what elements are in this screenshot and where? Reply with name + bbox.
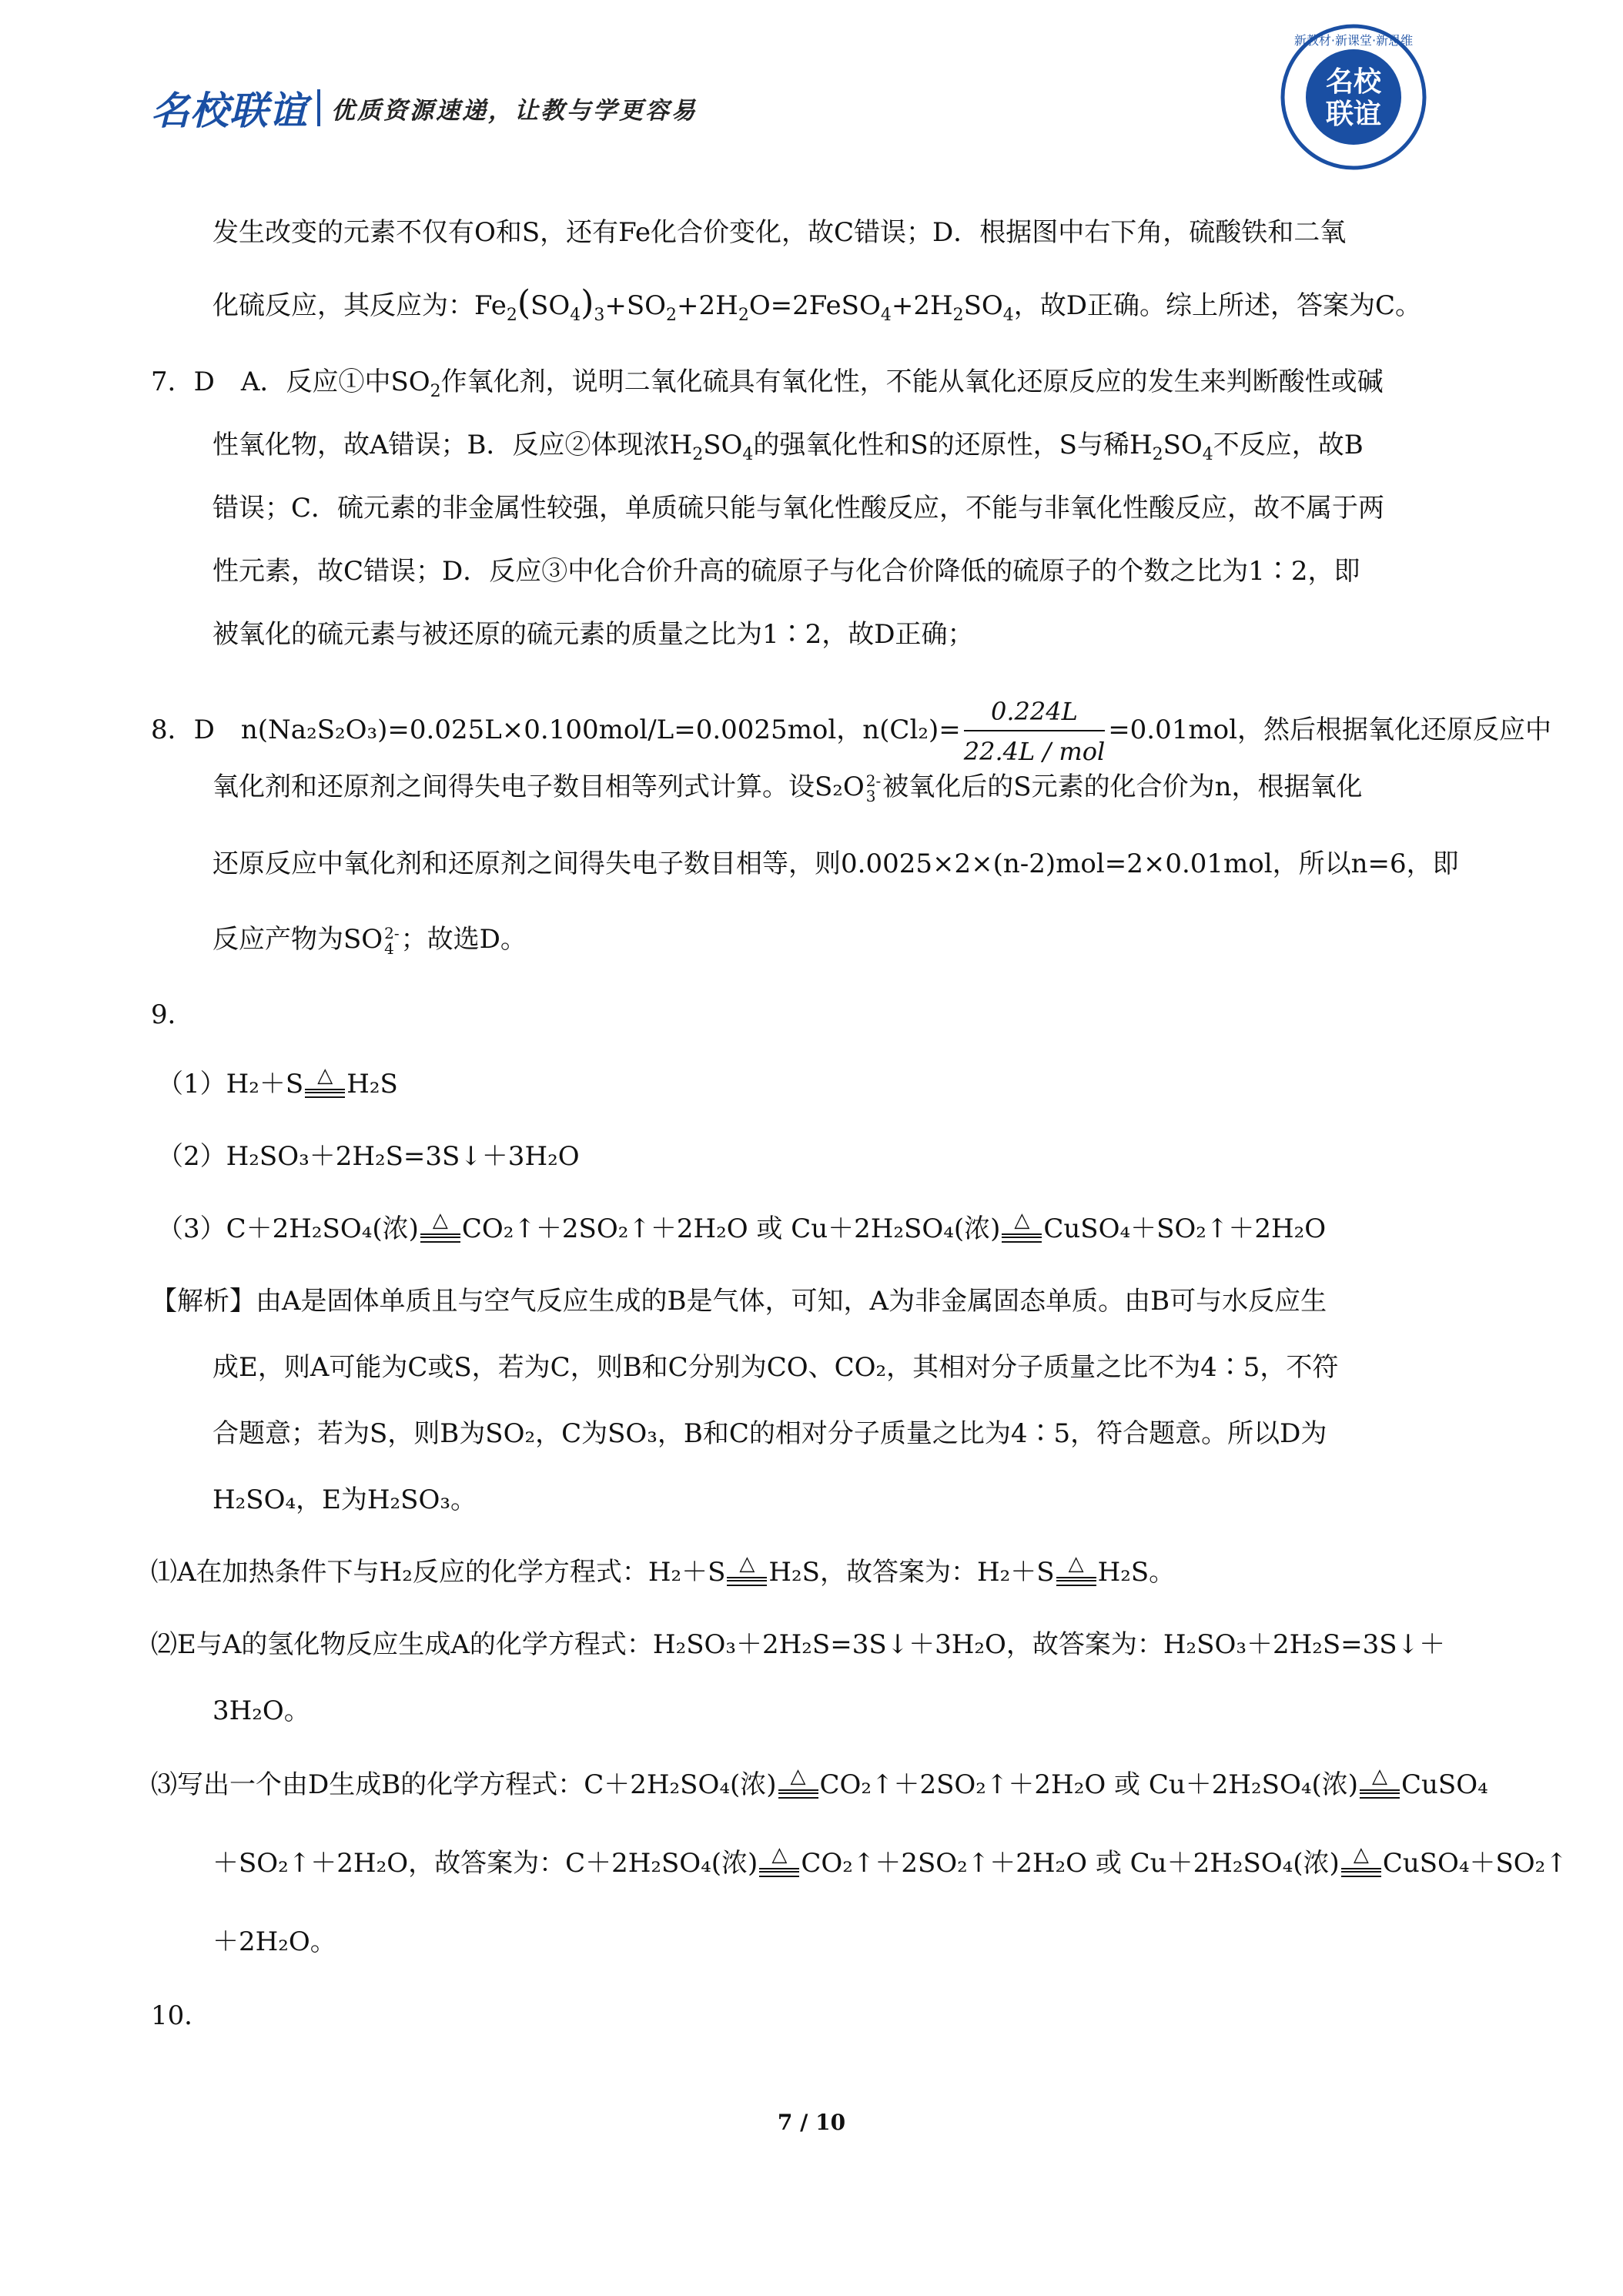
heating-condition-icon (1000, 1209, 1043, 1246)
superscript: 2- (865, 771, 882, 790)
text-span: （1）H₂＋S (157, 1069, 304, 1099)
text-span: CO₂↑＋2SO₂↑＋2H₂O 或 Cu＋2H₂SO₄(浓) (819, 1769, 1358, 1800)
subscript: 4 (384, 939, 394, 958)
triangle-glyph: △ (739, 1552, 755, 1575)
equation-fe2so43: $Fe_2(SO_4)_3+SO_2+2H_2O=2FeSO_4+2H_2SO_4$ (474, 283, 1014, 325)
question-8 (151, 694, 1551, 768)
text-line (212, 428, 1364, 462)
text-span: 7．D A．反应①中 (151, 366, 391, 397)
triangle-glyph: △ (1353, 1843, 1369, 1866)
triangle-glyph: △ (1068, 1552, 1084, 1575)
text-line (212, 283, 1422, 325)
equals-bar (1341, 1868, 1381, 1877)
text-span: ，故D正确。综上所述，答案为C。 (1013, 290, 1422, 321)
text-span: ⑶写出一个由D生成B的化学方程式：C＋2H₂SO₄(浓) (151, 1769, 777, 1800)
triangle-glyph: △ (1014, 1209, 1030, 1232)
heating-condition-icon (1055, 1552, 1098, 1589)
text-span: 氧化剂和还原剂之间得失电子数目相等列式计算。设 (212, 771, 815, 802)
triangle-glyph: △ (432, 1209, 448, 1232)
text-line (212, 770, 1362, 804)
text-span: 化硫反应，其反应为： (212, 290, 474, 321)
ion-formula: S₂O (815, 771, 865, 802)
text-span: （3）C＋2H₂SO₄(浓) (157, 1213, 419, 1244)
school-seal-icon (1278, 22, 1429, 172)
analysis-part-1 (151, 1552, 1176, 1589)
formula-so2: $SO_2$ (390, 366, 441, 401)
text-span: 性氧化物，故A错误；B．反应②体现浓 (212, 430, 670, 460)
text-line: 3H₂O。 (212, 1695, 310, 1726)
equals-bar (305, 1089, 345, 1098)
text-span: 被氧化后的S元素的化合价为n，根据氧化 (882, 771, 1363, 802)
svg-text:联谊: 联谊 (1325, 99, 1382, 130)
heating-condition-icon (777, 1765, 820, 1802)
fraction-denominator: 22.4L / mol (963, 737, 1106, 766)
heating-condition-icon (419, 1209, 462, 1246)
answer-9-1 (157, 1064, 398, 1101)
fraction-numerator: 0.224L (964, 694, 1105, 731)
page-header (151, 83, 698, 132)
page-number: 7 / 10 (777, 2110, 846, 2135)
formula-h2so4: $H_2SO_4$ (1129, 430, 1213, 464)
answer-9-3 (157, 1209, 1327, 1246)
superscript: 2- (384, 924, 400, 942)
heating-condition-icon (1358, 1765, 1401, 1802)
header-divider (317, 89, 320, 126)
text-line: 被氧化的硫元素与被还原的硫元素的质量之比为1∶2，故D正确； (212, 619, 974, 650)
text-span: ⑴A在加热条件下与H₂反应的化学方程式：H₂＋S (151, 1557, 726, 1588)
text-line (212, 1843, 1568, 1880)
triangle-glyph: △ (771, 1843, 788, 1866)
answer-9-2: （2）H₂SO₃＋2H₂S=3S↓＋3H₂O (157, 1141, 580, 1172)
triangle-glyph: △ (317, 1064, 333, 1087)
subscript: 3 (865, 787, 876, 805)
ion-charge (384, 925, 399, 956)
fraction (964, 694, 1105, 768)
text-line: 性元素，故C错误；D．反应③中化合价升高的硫原子与化合价降低的硫原子的个数之比为1∶2，即 (212, 556, 1360, 587)
text-span: 反应产物为SO (212, 924, 383, 955)
text-span: ；故选D。 (400, 924, 527, 955)
text-span: CuSO₄＋SO₂↑＋2H₂O (1043, 1213, 1327, 1244)
equals-bar (1360, 1789, 1400, 1799)
analysis-line: 合题意；若为S，则B为SO₂，C为SO₃，B和C的相对分子质量之比为4∶5，符合题意。所以D为 (212, 1418, 1327, 1449)
equals-bar (727, 1577, 767, 1586)
text-span: 不反应，故B (1213, 430, 1364, 460)
question-9: 9． (151, 999, 194, 1030)
text-line: 还原反应中氧化剂和还原剂之间得失电子数目相等，则0.0025×2×(n-2)mol=2×0.01mol，所以n=6，即 (212, 848, 1459, 879)
svg-text:新教材·新课堂·新思维: 新教材·新课堂·新思维 (1293, 33, 1414, 48)
equals-bar (1002, 1233, 1042, 1243)
heating-condition-icon (725, 1552, 768, 1589)
text-span: CO₂↑＋2SO₂↑＋2H₂O 或 Cu＋2H₂SO₄(浓) (801, 1848, 1340, 1879)
triangle-glyph: △ (1371, 1765, 1387, 1788)
text-span: CuSO₄ (1400, 1769, 1488, 1800)
analysis-part-3 (151, 1765, 1488, 1802)
triangle-glyph: △ (790, 1765, 806, 1788)
equals-bar (759, 1868, 799, 1877)
formula-h2so4: $H_2SO_4$ (669, 430, 754, 464)
analysis-line: H₂SO₄，E为H₂SO₃。 (212, 1484, 477, 1515)
analysis-line: 【解析】由A是固体单质且与空气反应生成的B是气体，可知，A为非金属固态单质。由B可与水反应生 (151, 1286, 1327, 1317)
brand-logo: 名校联谊 (151, 89, 308, 133)
heating-condition-icon (303, 1064, 346, 1101)
analysis-part-2: ⑵E与A的氢化物反应生成A的化学方程式：H₂SO₃＋2H₂S=3S↓＋3H₂O，故答案为：H₂SO₃＋2H₂S=3S↓＋ (151, 1629, 1446, 1660)
ion-charge (866, 773, 881, 804)
text-span: ＋SO₂↑＋2H₂O，故答案为：C＋2H₂SO₄(浓) (212, 1848, 758, 1879)
heating-condition-icon (758, 1843, 801, 1880)
text-span: 作氧化剂，说明二氧化硫具有氧化性，不能从氧化还原反应的发生来判断酸性或碱 (440, 366, 1384, 397)
question-10: 10． (151, 2000, 211, 2031)
brand-tagline: 优质资源速递，让教与学更容易 (331, 96, 698, 125)
text-line: ＋2H₂O。 (212, 1926, 336, 1957)
text-span: 的强氧化性和S的还原性，S与稀 (753, 430, 1129, 460)
equals-bar (420, 1233, 460, 1243)
text-line: 错误；C．硫元素的非金属性较强，单质硫只能与氧化性酸反应，不能与非氧化性酸反应，故不属于两 (212, 493, 1385, 524)
equals-bar (778, 1789, 818, 1799)
text-span: CuSO₄＋SO₂↑ (1382, 1848, 1568, 1879)
heating-condition-icon (1340, 1843, 1383, 1880)
text-span: H₂S，故答案为：H₂＋S (768, 1557, 1055, 1588)
text-line: 发生改变的元素不仅有O和S，还有Fe化合价变化，故C错误；D．根据图中右下角，硫酸铁和二氧 (212, 217, 1347, 248)
text-span: CO₂↑＋2SO₂↑＋2H₂O 或 Cu＋2H₂SO₄(浓) (461, 1213, 1001, 1244)
text-line (212, 922, 527, 956)
svg-text:名校: 名校 (1325, 66, 1382, 98)
question-7 (151, 365, 1384, 399)
text-span: H₂S。 (1097, 1557, 1176, 1588)
text-span: H₂S (346, 1069, 398, 1099)
analysis-line: 成E，则A可能为C或S，若为C，则B和C分别为CO、CO₂，其相对分子质量之比不为4∶5，不符 (212, 1352, 1339, 1383)
equals-bar (1056, 1577, 1096, 1586)
text-span: 8．D n(Na₂S₂O₃)=0.025L×0.100mol/L=0.0025mol，n(Cl₂)= (151, 715, 961, 745)
text-span: =0.01mol，然后根据氧化还原反应中 (1108, 715, 1551, 745)
